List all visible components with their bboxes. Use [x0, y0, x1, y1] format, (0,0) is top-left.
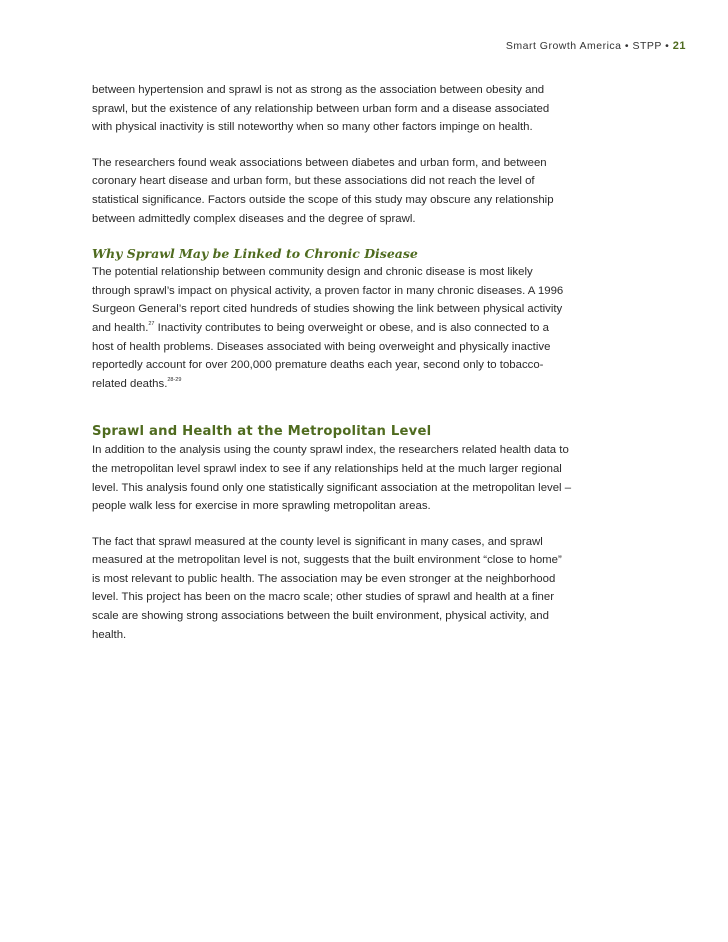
paragraph-metropolitan-analysis: In addition to the analysis using the county sprawl index, the researchers related health data to the metropolitan level sprawl index to see if any relationships held at the much larger regional level. This analysis found only one statistically significant association at the metropolitan level – people walk less for exercise in more sprawling metropolitan areas. [92, 444, 572, 513]
running-header [506, 40, 686, 52]
footnote-ref-27: 27 [148, 321, 155, 328]
paragraph-physical-activity-text-2: Inactivity contributes to being overweight or obese, and is also connected to a host of health problems. Diseases associated with being overweight and physically inactive reportedly account for over 200,000 premature deaths each year, second only to tobacco-related deaths. [92, 321, 551, 390]
paragraph-physical-activity [92, 263, 572, 393]
paragraph-physical-activity-text-1: The potential relationship between community design and chronic disease is most likely through sprawl’s impact on physical activity, a proven factor in many chronic diseases. A 1996 Surgeon General’s report cited hundreds of studies showing the link between physical activity and health. [92, 266, 564, 334]
paragraph-diabetes: The researchers found weak associations between diabetes and urban form, and between coronary heart disease and urban form, but these associations did not reach the level of statistical significance. Factors outside the scope of this study may obscure any relationship between admittedly complex diseases and the degree of sprawl. [92, 156, 554, 225]
paragraph-hypertension: between hypertension and sprawl is not as strong as the association between obesity and sprawl, but the existence of any relationship between urban form and a disease associated with physical inactivity is still noteworthy when so many other factors impinge on health. [92, 84, 550, 134]
page-number: 21 [672, 40, 686, 52]
main-content [92, 81, 572, 661]
paragraph-county-vs-metro: The fact that sprawl measured at the county level is significant in many cases, and sprawl measured at the metropolitan level is not, suggests that the built environment “close to home” is most relevant to public health. The association may be even stronger at the neighborhood level. This project has been on the macro scale; other studies of sprawl and health at a finer scale are showing strong associations between the built environment, physical activity, and health. [92, 535, 562, 641]
section-heading-metropolitan: Sprawl and Health at the Metropolitan Level [92, 424, 432, 440]
publication-title: Smart Growth America • STPP • [505, 40, 670, 52]
footnote-ref-28-29: 28-29 [167, 376, 182, 383]
subheading-chronic-disease: Why Sprawl May be Linked to Chronic Disease [92, 246, 418, 262]
